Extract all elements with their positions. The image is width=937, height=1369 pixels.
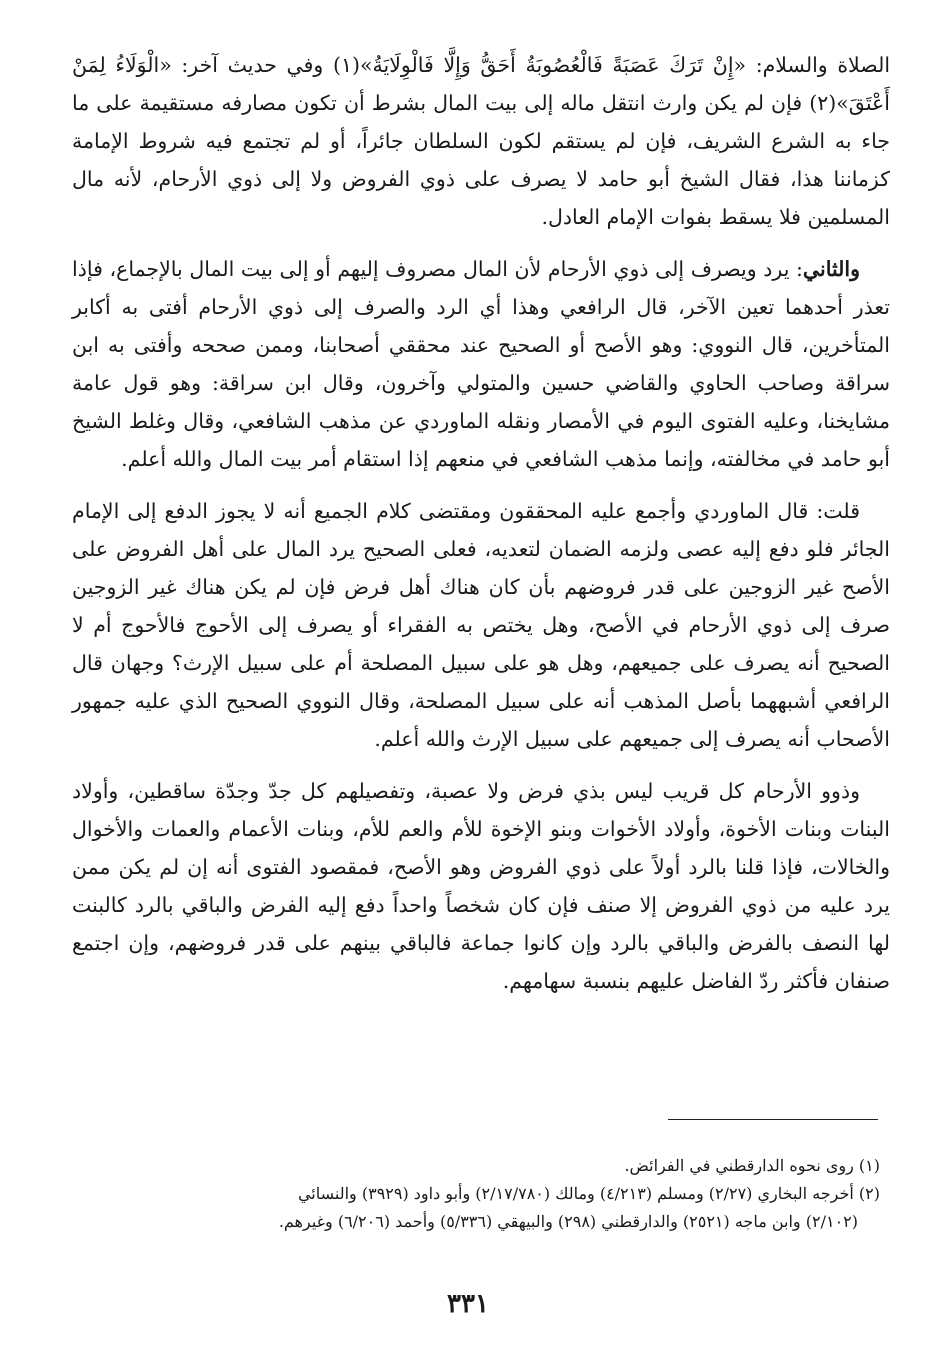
paragraph-3-text: قلت: قال الماوردي وأجمع عليه المحققون ومقتضى كلام الجميع أنه لا يجوز الدفع إلى الإمام الجائر فلو دفع إليه عصى ولزمه الضمان لتعديه، فعلى الصحيح يرد المال على أهل الفروض على الأصح غير الزوجين على قدر فروضهم بأن كان هناك أهل فرض فإن لم يكن هناك غير الزوجين صرف إلى ذوي الأرحام في الأصح، وهل يختص به الفقراء أو يصرف إلى الأحوج فالأحوج أم لا الصحيح أنه يصرف على جميعهم، وهل هو على سبيل المصلحة أم على سبيل الإرث؟ وجهان قال الرافعي أشبههما بأصل المذهب أنه على سبيل المصلحة، وقال النووي الصحيح الذي عليه جمهور الأصحاب أنه يصرف إلى جميعهم على سبيل الإرث والله أعلم. — [72, 499, 890, 751]
footnote-divider — [668, 1119, 878, 1120]
footnote-1: (١) روى نحوه الدارقطني في الفرائض. — [624, 1156, 880, 1175]
paragraph-4-text: وذوو الأرحام كل قريب ليس بذي فرض ولا عصبة، وتفصيلهم كل جدّ وجدّة ساقطين، وأولاد البنات وبنات الأخوة، وأولاد الأخوات وبنو الإخوة للأم والعم للأم، وبنات الأعمام والعمات والأخوال والخالات، فإذا قلنا بالرد أولاً على ذوي الفروض وهو الأصح، فمقصود الفتوى أنه إن لم يكن ممن يرد عليه من ذوي الفروض إلا صنف فإن كان شخصاً واحداً دفع إليه الفرض والباقي بالرد كالبنت لها النصف بالفرض والباقي بالرد وإن كانوا جماعة فالباقي بينهم على قدر فروضهم، وإن اجتمع صنفان فأكثر ردّ الفاضل عليهم بنسبة سهامهم. — [72, 779, 890, 993]
paragraph-1-text: الصلاة والسلام: «إِنْ تَرَكَ عَصَبَةً فَالْعُصُوبَةُ أَحَقُّ وَإِلَّا فَالْوِلَايَةُ»(١) وفي حديث آخر: «الْوَلَاءُ لِمَنْ أَعْتَقَ»(٢) فإن لم يكن وارث انتقل ماله إلى بيت المال بشرط أن تكون مصارفه مستقيمة على ما جاء به الشرع الشريف، فإن لم يستقم لكون السلطان جائراً، أو لم تجتمع فيه شروط الإمامة كزماننا هذا، فقال الشيخ أبو حامد لا يصرف على ذوي الفروض ولا إلى ذوي الأرحام، لأنه مال المسلمين فلا يسقط بفوات الإمام العادل. — [72, 53, 891, 229]
paragraph-2-lead: والثاني — [802, 257, 860, 281]
paragraph-3 — [72, 492, 890, 758]
paragraph-2 — [72, 250, 890, 478]
main-text-block — [72, 46, 890, 1014]
paragraph-2-text: : يرد ويصرف إلى ذوي الأرحام لأن المال مصروف إليهم أو إلى بيت المال بالإجماع، فإذا تعذر أحدهما تعين الآخر، قال الرافعي وهذا أي الرد والصرف إلى ذوي الأرحام أفتى به أكابر المتأخرين، قال النووي: وهو الأصح أو الصحيح عند محققي أصحابنا، وممن صححه وأفتى به ابن سراقة وصاحب الحاوي والقاضي حسين والمتولي وآخرون، وقال ابن سراقة: وهو قول عامة مشايخنا، وعليه الفتوى اليوم في الأمصار ونقله الماوردي عن مذهب الشافعي، وقال وغلط الشيخ أبو حامد في مخالفته، وإنما مذهب الشافعي في منعهم إذا استقام أمر بيت المال والله أعلم. — [72, 257, 890, 471]
footnote-2-line-1: (٢) أخرجه البخاري (٢/٢٧) ومسلم (٤/٢١٣) ومالك (٢/١٧/٧٨٠) وأبو داود (٣٩٢٩) والنسائي — [297, 1184, 880, 1203]
footnote-2-line-2: (٢/١٠٢) وابن ماجه (٢٥٢١) والدارقطني (٢٩٨) والبيهقي (٥/٣٣٦) وأحمد (٦/٢٠٦) وغيرهم. — [278, 1212, 858, 1231]
page-number: ٣٣١ — [447, 1289, 489, 1319]
footnotes-block — [62, 1152, 880, 1236]
paragraph-1 — [72, 46, 890, 236]
paragraph-4 — [72, 772, 890, 1000]
